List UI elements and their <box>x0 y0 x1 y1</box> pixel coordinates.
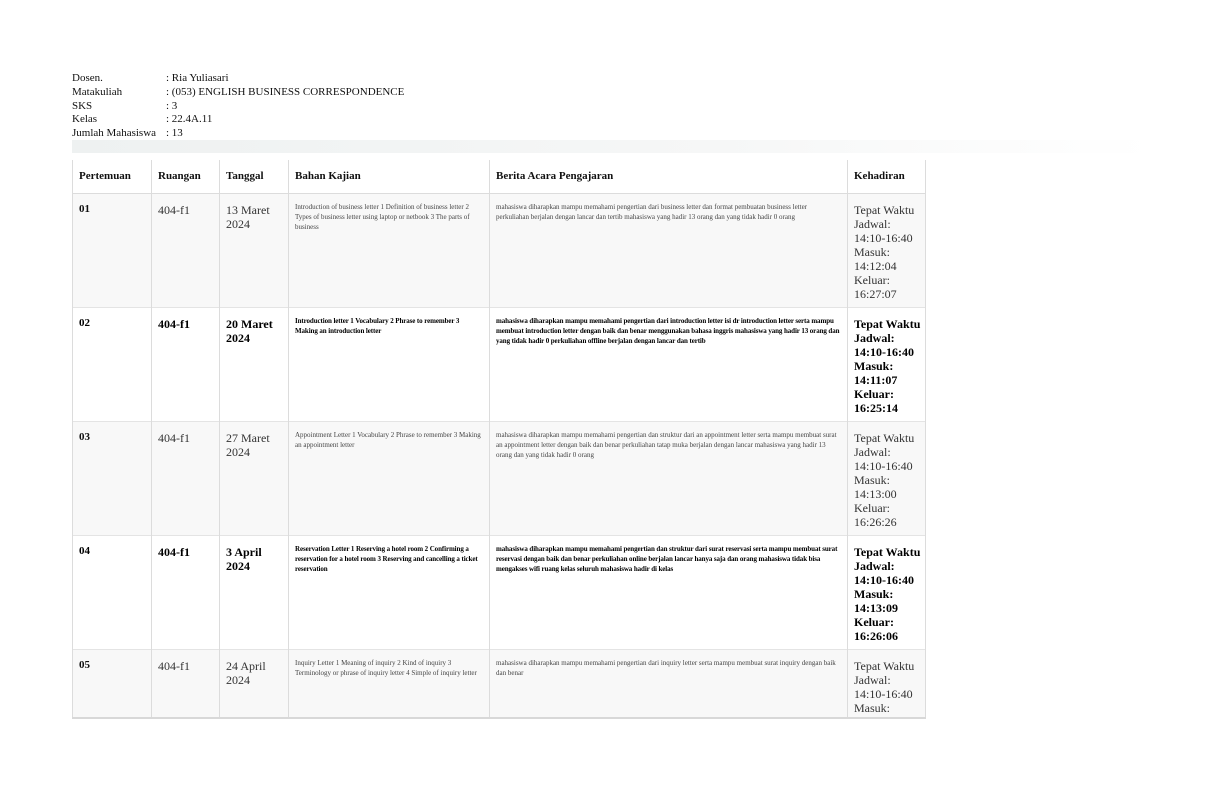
check-out-label: Keluar: <box>854 615 894 629</box>
check-out-value: 16:26:26 <box>854 515 897 529</box>
check-out-label: Keluar: <box>854 501 890 515</box>
check-in-label: Masuk: <box>854 359 894 373</box>
check-in-label: Masuk: <box>854 587 894 601</box>
attendance-status: Tepat Waktu <box>854 317 921 331</box>
schedule-value: 14:10-16:40 <box>854 231 913 245</box>
schedule-label: Jadwal: <box>854 217 891 231</box>
info-value: : Ria Yuliasari <box>166 72 229 84</box>
room-cell: 404-f1 <box>152 194 220 308</box>
info-label: Kelas <box>72 113 98 126</box>
report-cell: mahasiswa diharapkan mampu memahami pengertian dan struktur dari surat reservasi serta mampu membuat surat reservasi dengan baik dan benar perkuliahan online berjalan lancar hanya saja dan orang mahasiswa tidak bisa mengakses wifi ruang kelas seluruh mahasiswa hadir di kelas <box>490 536 848 650</box>
info-label: Matakuliah <box>72 85 123 98</box>
room-cell: 404-f1 <box>152 422 220 536</box>
meeting-cell: 02 <box>73 308 152 422</box>
material-cell: Appointment Letter 1 Vocabulary 2 Phrase to remember 3 Making an appointment letter <box>289 422 490 536</box>
schedule-label: Jadwal: <box>854 559 895 573</box>
check-in-label: Masuk: <box>854 245 890 259</box>
table-row <box>73 650 926 718</box>
meeting-cell: 03 <box>73 422 152 536</box>
info-row-credits <box>72 100 404 114</box>
table-row <box>73 536 926 650</box>
attendance-cell <box>848 308 926 422</box>
check-out-value: 16:26:06 <box>854 629 898 643</box>
date-cell: 13 Maret 2024 <box>220 194 289 308</box>
schedule-label: Jadwal: <box>854 331 895 345</box>
date-cell: 27 Maret 2024 <box>220 422 289 536</box>
attendance-status: Tepat Waktu <box>854 203 915 217</box>
room-cell: 404-f1 <box>152 308 220 422</box>
info-value: : 22.4A.11 <box>166 113 213 126</box>
attendance-cell <box>848 422 926 536</box>
report-cell: mahasiswa diharapkan mampu memahami pengertian dan struktur dari an appointment letter serta mampu membuat surat an appointment letter dengan baik dan benar perkuliahan tatap muka berjalan dengan lancar mahasiswa yang hadir 13 orang dan yang tidak hadir 0 orang <box>490 422 848 536</box>
schedule-value: 14:10-16:40 <box>854 459 913 473</box>
column-header-report: Berita Acara Pengajaran <box>490 160 848 194</box>
schedule-value: 14:10-16:40 <box>854 573 914 587</box>
info-value: : 13 <box>166 127 183 140</box>
teaching-journal-table <box>72 160 926 719</box>
room-cell: 404-f1 <box>152 536 220 650</box>
column-header-meeting: Pertemuan <box>73 160 152 194</box>
material-cell: Introduction of business letter 1 Definition of business letter 2 Types of business letter using laptop or netbook 3 The parts of business <box>289 194 490 308</box>
schedule-value: 14:10-16:40 <box>854 345 914 359</box>
info-value: : (053) ENGLISH BUSINESS CORRESPONDENCE <box>166 85 405 98</box>
check-in-value: 14:13:00 <box>854 487 897 501</box>
schedule-value: 14:10-16:40 <box>854 687 913 701</box>
attendance-status: Tepat Waktu <box>854 545 921 559</box>
material-cell: Inquiry Letter 1 Meaning of inquiry 2 Kind of inquiry 3 Terminology or phrase of inquiry letter 4 Simple of inquiry letter <box>289 650 490 718</box>
column-header-date: Tanggal <box>220 160 289 194</box>
info-row-course <box>72 86 404 100</box>
check-in-value: 14:13:09 <box>854 601 898 615</box>
info-value: : 3 <box>166 99 178 112</box>
room-cell: 404-f1 <box>152 650 220 718</box>
course-info <box>72 72 404 141</box>
attendance-status: Tepat Waktu <box>854 431 915 445</box>
column-header-room: Ruangan <box>152 160 220 194</box>
meeting-cell: 01 <box>73 194 152 308</box>
table-row <box>73 308 926 422</box>
date-cell: 20 Maret 2024 <box>220 308 289 422</box>
table-row <box>73 194 926 308</box>
info-row-lecturer <box>72 72 404 86</box>
info-row-class <box>72 113 404 127</box>
check-in-value: 14:12:04 <box>854 259 897 273</box>
report-cell: mahasiswa diharapkan mampu memahami pengertian dari business letter dan format pembuatan business letter perkuliahan berjalan dengan lancar dan tertib mahasiswa yang hadir 13 orang dan yang tidak hadir 0 orang <box>490 194 848 308</box>
date-cell: 24 April 2024 <box>220 650 289 718</box>
check-in-value: 14:11:07 <box>854 373 898 387</box>
report-cell: mahasiswa diharapkan mampu memahami pengertian dari introduction letter isi dr introduction letter serta mampu membuat introduction letter dengan baik dan benar menggunakan bahasa inggris mahasiswa yang hadir 13 orang dan yang tidak hadir 0 perkuliahan offline berjalan dengan lancar dan tertib <box>490 308 848 422</box>
report-cell: mahasiswa diharapkan mampu memahami pengertian dari inquiry letter serta mampu membuat surat inquiry dengan baik dan benar <box>490 650 848 718</box>
table-header-row <box>73 160 926 194</box>
attendance-status: Tepat Waktu <box>854 659 915 673</box>
table-row <box>73 422 926 536</box>
info-label: Jumlah Mahasiswa <box>72 127 157 140</box>
check-out-label: Keluar: <box>854 273 890 287</box>
meeting-cell: 04 <box>73 536 152 650</box>
check-out-label: Keluar: <box>854 387 894 401</box>
header-shade-band <box>72 140 1154 153</box>
check-in-label: Masuk: <box>854 473 890 487</box>
info-row-students <box>72 127 404 141</box>
schedule-label: Jadwal: <box>854 673 891 687</box>
attendance-cell <box>848 536 926 650</box>
schedule-label: Jadwal: <box>854 445 891 459</box>
column-header-material: Bahan Kajian <box>289 160 490 194</box>
attendance-cell <box>848 650 926 718</box>
meeting-cell: 05 <box>73 650 152 718</box>
attendance-cell <box>848 194 926 308</box>
material-cell: Reservation Letter 1 Reserving a hotel room 2 Confirming a reservation for a hotel room 3 Reserving and cancelling a ticket reservation <box>289 536 490 650</box>
check-out-value: 16:27:07 <box>854 287 897 301</box>
material-cell: Introduction letter 1 Vocabulary 2 Phrase to remember 3 Making an introduction letter <box>289 308 490 422</box>
check-out-value: 16:25:14 <box>854 401 898 415</box>
info-label: Dosen. <box>72 72 103 84</box>
column-header-attendance: Kehadiran <box>848 160 926 194</box>
check-in-label: Masuk: <box>854 701 890 715</box>
info-label: SKS <box>72 99 93 112</box>
date-cell: 3 April 2024 <box>220 536 289 650</box>
